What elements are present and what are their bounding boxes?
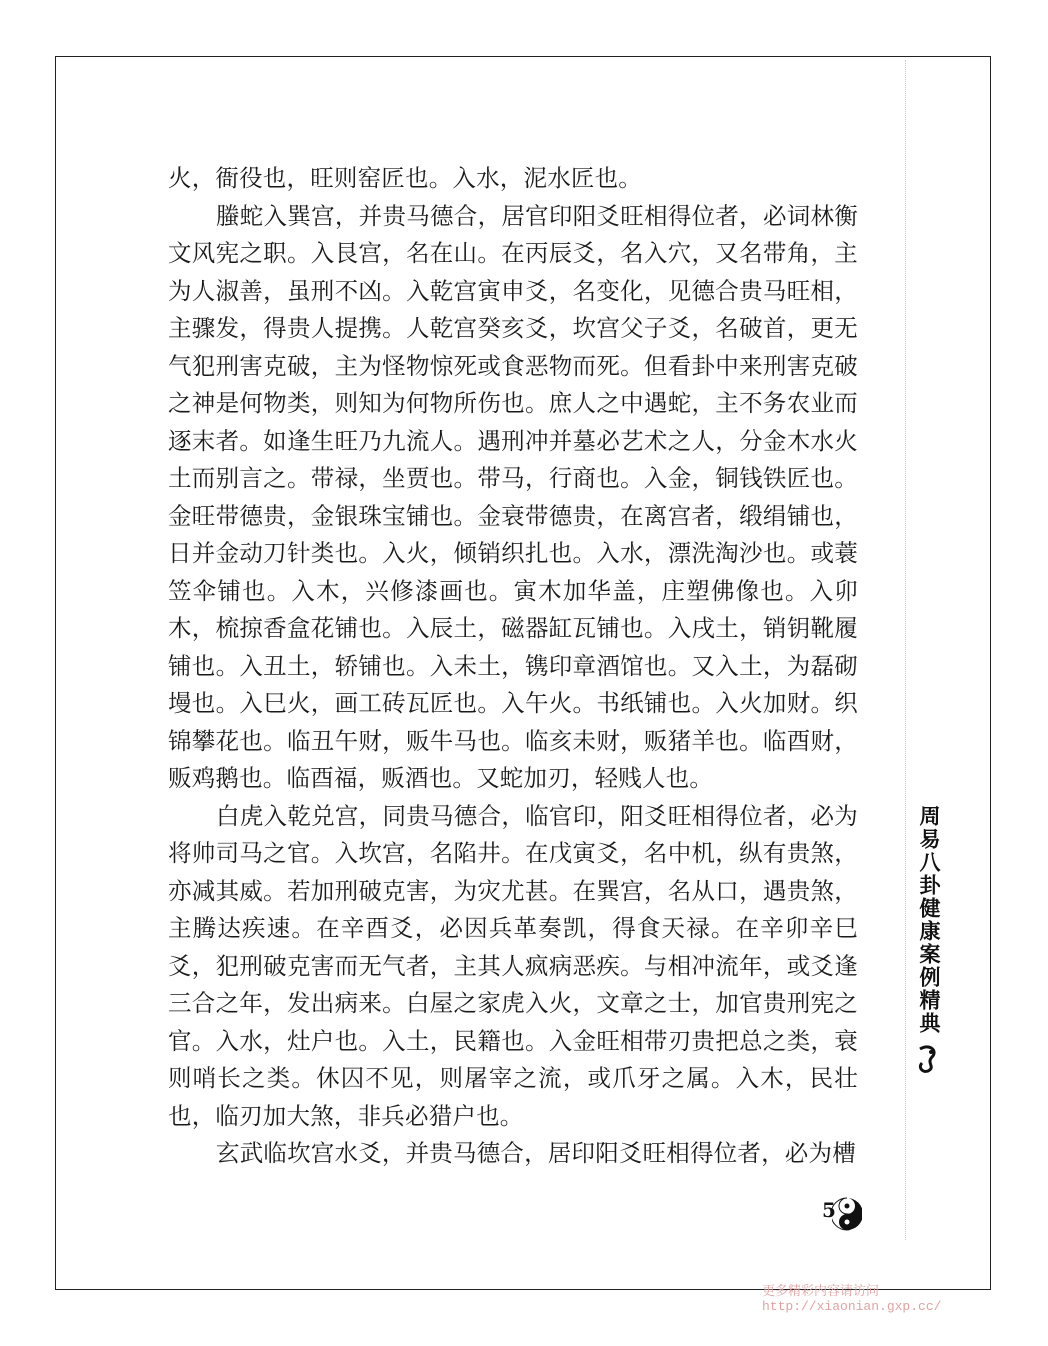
paragraph-3: 白虎入乾兑宫，同贵马德合，临官印，阳爻旺相得位者，必为将帅司马之官。入坎宫，名陷井。在戊寅爻，名中机，纵有贵煞，亦减其威。若加刑破克害，为灾尤甚。在巽宫，名从口，遇贵煞，主腾达疾速。在辛酉爻，必因兵革奏凯，得食天禄。在辛卯辛巳爻，犯刑破克害而无气者，主其人疯病恶疾。与相冲流年，或爻逢三合之年，发出病来。白屋之家虎入火，文章之士，加官贵刑宪之官。入水，灶户也。入土，民籍也。入金旺相带刃贵把总之类，衰则哨长之类。休囚不见，则屠宰之流，或爪牙之属。入木，民壮也，临刃加大煞，非兵必猎户也。 [168,801,858,1130]
watermark-url: http://xiaonian.gxp.cc/ [762,1299,942,1314]
watermark [762,1284,941,1314]
book-title: 周易八卦健康案例精典 [917,805,941,1035]
spine-divider [905,60,906,1240]
page-number: 5 [822,1198,836,1222]
paragraph-4: 玄武临坎宫水爻，并贵马德合，居印阳爻旺相得位者，必为槽 [216,1139,856,1167]
body-text [168,160,858,1173]
watermark-line-1: 更多精彩内容请访问 [762,1284,880,1299]
dragon-ornament-icon [916,1043,940,1073]
yin-yang-icon [832,1196,862,1232]
paragraph-1: 火，衙役也，旺则窑匠也。入水，泥水匠也。 [168,164,642,192]
paragraph-2: 螣蛇入巽宫，并贵马德合，居官印阳爻旺相得位者，必词林衡文风宪之职。入艮宫，名在山。在丙辰爻，名入穴，又名带角，主为人淑善，虽刑不凶。入乾宫寅申爻，名变化，见德合贵马旺相，主骤发，得贵人提携。人乾宫癸亥爻，坎宫父子爻，名破首，更无气犯刑害克破，主为怪物惊死或食恶物而死。但看卦中来刑害克破之神是何物类，则知为何物所伤也。庶人之中遇蛇，主不务农业而逐末者。如逢生旺乃九流人。遇刑冲并墓必艺术之人，分金木水火土而别言之。带禄，坐贾也。带马，行商也。入金，铜钱铁匠也。金旺带德贵，金银珠宝铺也。金衰带德贵，在离宫者，缎绢铺也，日并金动刀针类也。入火，倾销织扎也。入水，漂洗淘沙也。或蓑笠伞铺也。入木，兴修漆画也。寅木加华盖，庄塑佛像也。入卯木，梳掠香盒花铺也。入辰土，磁器缸瓦铺也。入戌土，销钥靴履铺也。入丑土，轿铺也。入未土，镌印章酒馆也。又入土，为磊砌墁也。入巳火，画工砖瓦匠也。入午火。书纸铺也。入火加财。织锦攀花也。临丑午财，贩牛马也。临亥未财，贩猪羊也。临酉财，贩鸡鹅也。临酉福，贩酒也。又蛇加刃，轻贱人也。 [168,201,858,792]
